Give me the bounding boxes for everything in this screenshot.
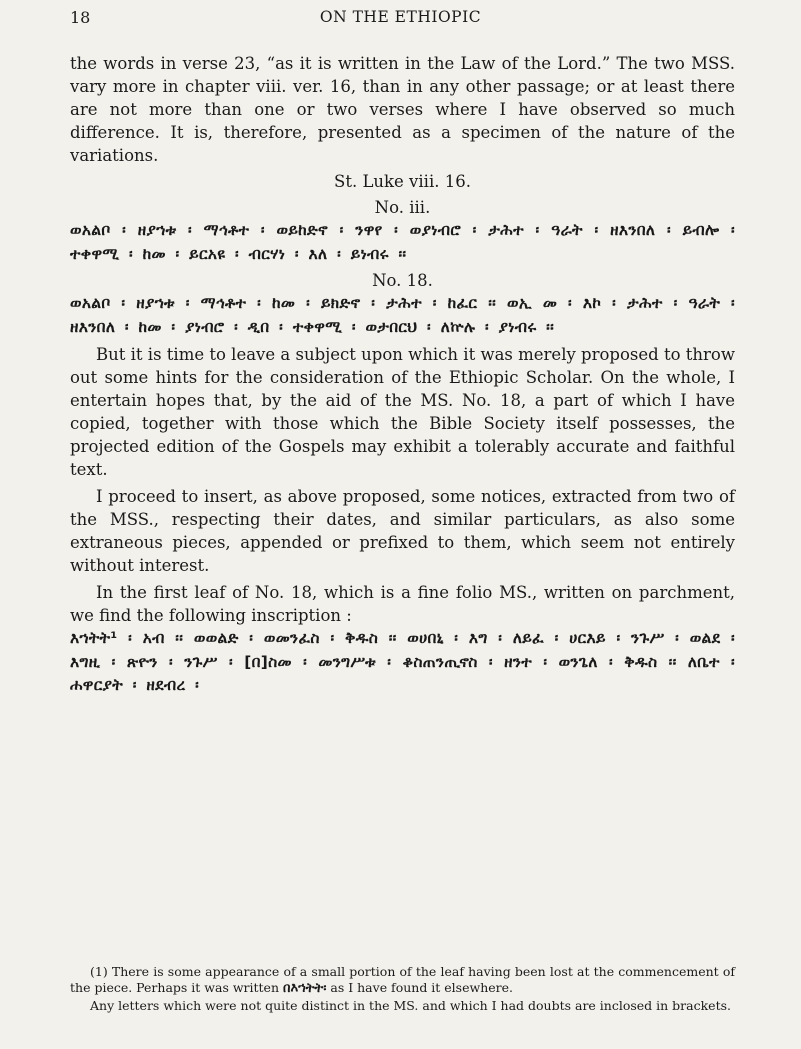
ms-no-18-caption: No. 18.	[372, 271, 433, 290]
running-title: ON THE ETHIOPIC	[319, 8, 482, 26]
footnote-1-ethiopic: በእኀትት፡	[283, 981, 327, 996]
ethiopic-text-no-iii: ወአልቦ ፡ ዘያኀቱ ፡ ማኅቶተ ፡ ወይከድኖ ፡ ንዋየ ፡ ወያነብሮ ፡ ታሕተ ፡ ዓራት ፡ ዘእንበለ ፡ ይብሎ ፡ ተቀዋሚ ፡ ከመ ፡ ይርአዩ ፡ ብርሃነ ፡ እለ ፡ ይነብሩ ፡፡	[70, 221, 735, 263]
ethiopic-inscription: እኀትት¹ ፡ አብ ፡፡ ወወልድ ፡ ወመንፈስ ፡ ቅዱስ ፡፡ ወሀበኒ ፡ እግ ፡ ለይፈ ፡ ሀርእይ ፡ ንጉሥ ፡ ወልደ ፡ እግዚ ፡ ጽዮን ፡ ንጉሥ ፡ [በ]ስመ ፡ መንግሥቱ ፡ ቆስጠንጢኖስ ፡ ዘንተ ፡ ወንጌለ ፡ ቅዱስ ፡፡ ለቤተ ፡ ሐዋርያት ፡ ዘደብረ ፡	[70, 629, 735, 694]
footnote-1-text: There is some appearance of a small portion of the leaf having been lost at the commencement of the piece. Perhaps it was written	[70, 964, 735, 995]
footnote-number: (1)	[90, 964, 108, 979]
paragraph-variations: the words in verse 23, “as it is written in the Law of the Lord.” The two MSS. vary more in chapter viii. ver. 16, than in any other passage; or at least there are not more than one or two verses where I have observed so much difference. It is, therefore, presented as a specimen of the nature of the variations.	[70, 54, 735, 165]
paragraph-first-leaf: In the first leaf of No. 18, which is a fine folio MS., written on parchment, we find the following inscription :	[70, 583, 735, 625]
footnote-1	[70, 964, 735, 997]
paragraph-proceed: I proceed to insert, as above proposed, some notices, extracted from two of the MSS., respecting their dates, and similar particulars, as also some extraneous pieces, appended or prefixed to them, which seem not entirely without interest.	[70, 487, 735, 575]
ms-no-iii-caption: No. iii.	[374, 198, 431, 217]
footnote-1-end: as I have found it elsewhere.	[330, 980, 513, 995]
footnote-2: Any letters which were not quite distinct in the MS. and which I had doubts are inclosed in brackets.	[90, 998, 731, 1013]
reference-caption: St. Luke viii. 16.	[334, 172, 471, 191]
ethiopic-text-no-18: ወአልቦ ፡ ዘያኀቱ ፡ ማኅቶተ ፡ ከመ ፡ ይክድኖ ፡ ታሕተ ፡ ከፈር ፡፡ ወኢ መ ፡ እኮ ፡ ታሕተ ፡ ዓራት ፡ ዘእንበለ ፡ ከመ ፡ ያነብሮ ፡ ዲበ ፡ ተቀዋሚ ፡ ወታበርህ ፡ ለኵሉ ፡ ያነብሩ ፡፡	[70, 294, 735, 336]
footnotes	[70, 964, 735, 1015]
page-number: 18	[70, 8, 91, 27]
paragraph-leave-subject: But it is time to leave a subject upon which it was merely proposed to throw out some hints for the consideration of the Ethiopic Scholar. On the whole, I entertain hopes that, by the aid of the MS. No. 18, a part of which I have copied, together with those which the Bible Society itself possesses, the projected edition of the Gospels may exhibit a tolerably accurate and faithful text.	[70, 345, 735, 479]
page-body	[70, 52, 735, 698]
page-header	[0, 8, 801, 32]
